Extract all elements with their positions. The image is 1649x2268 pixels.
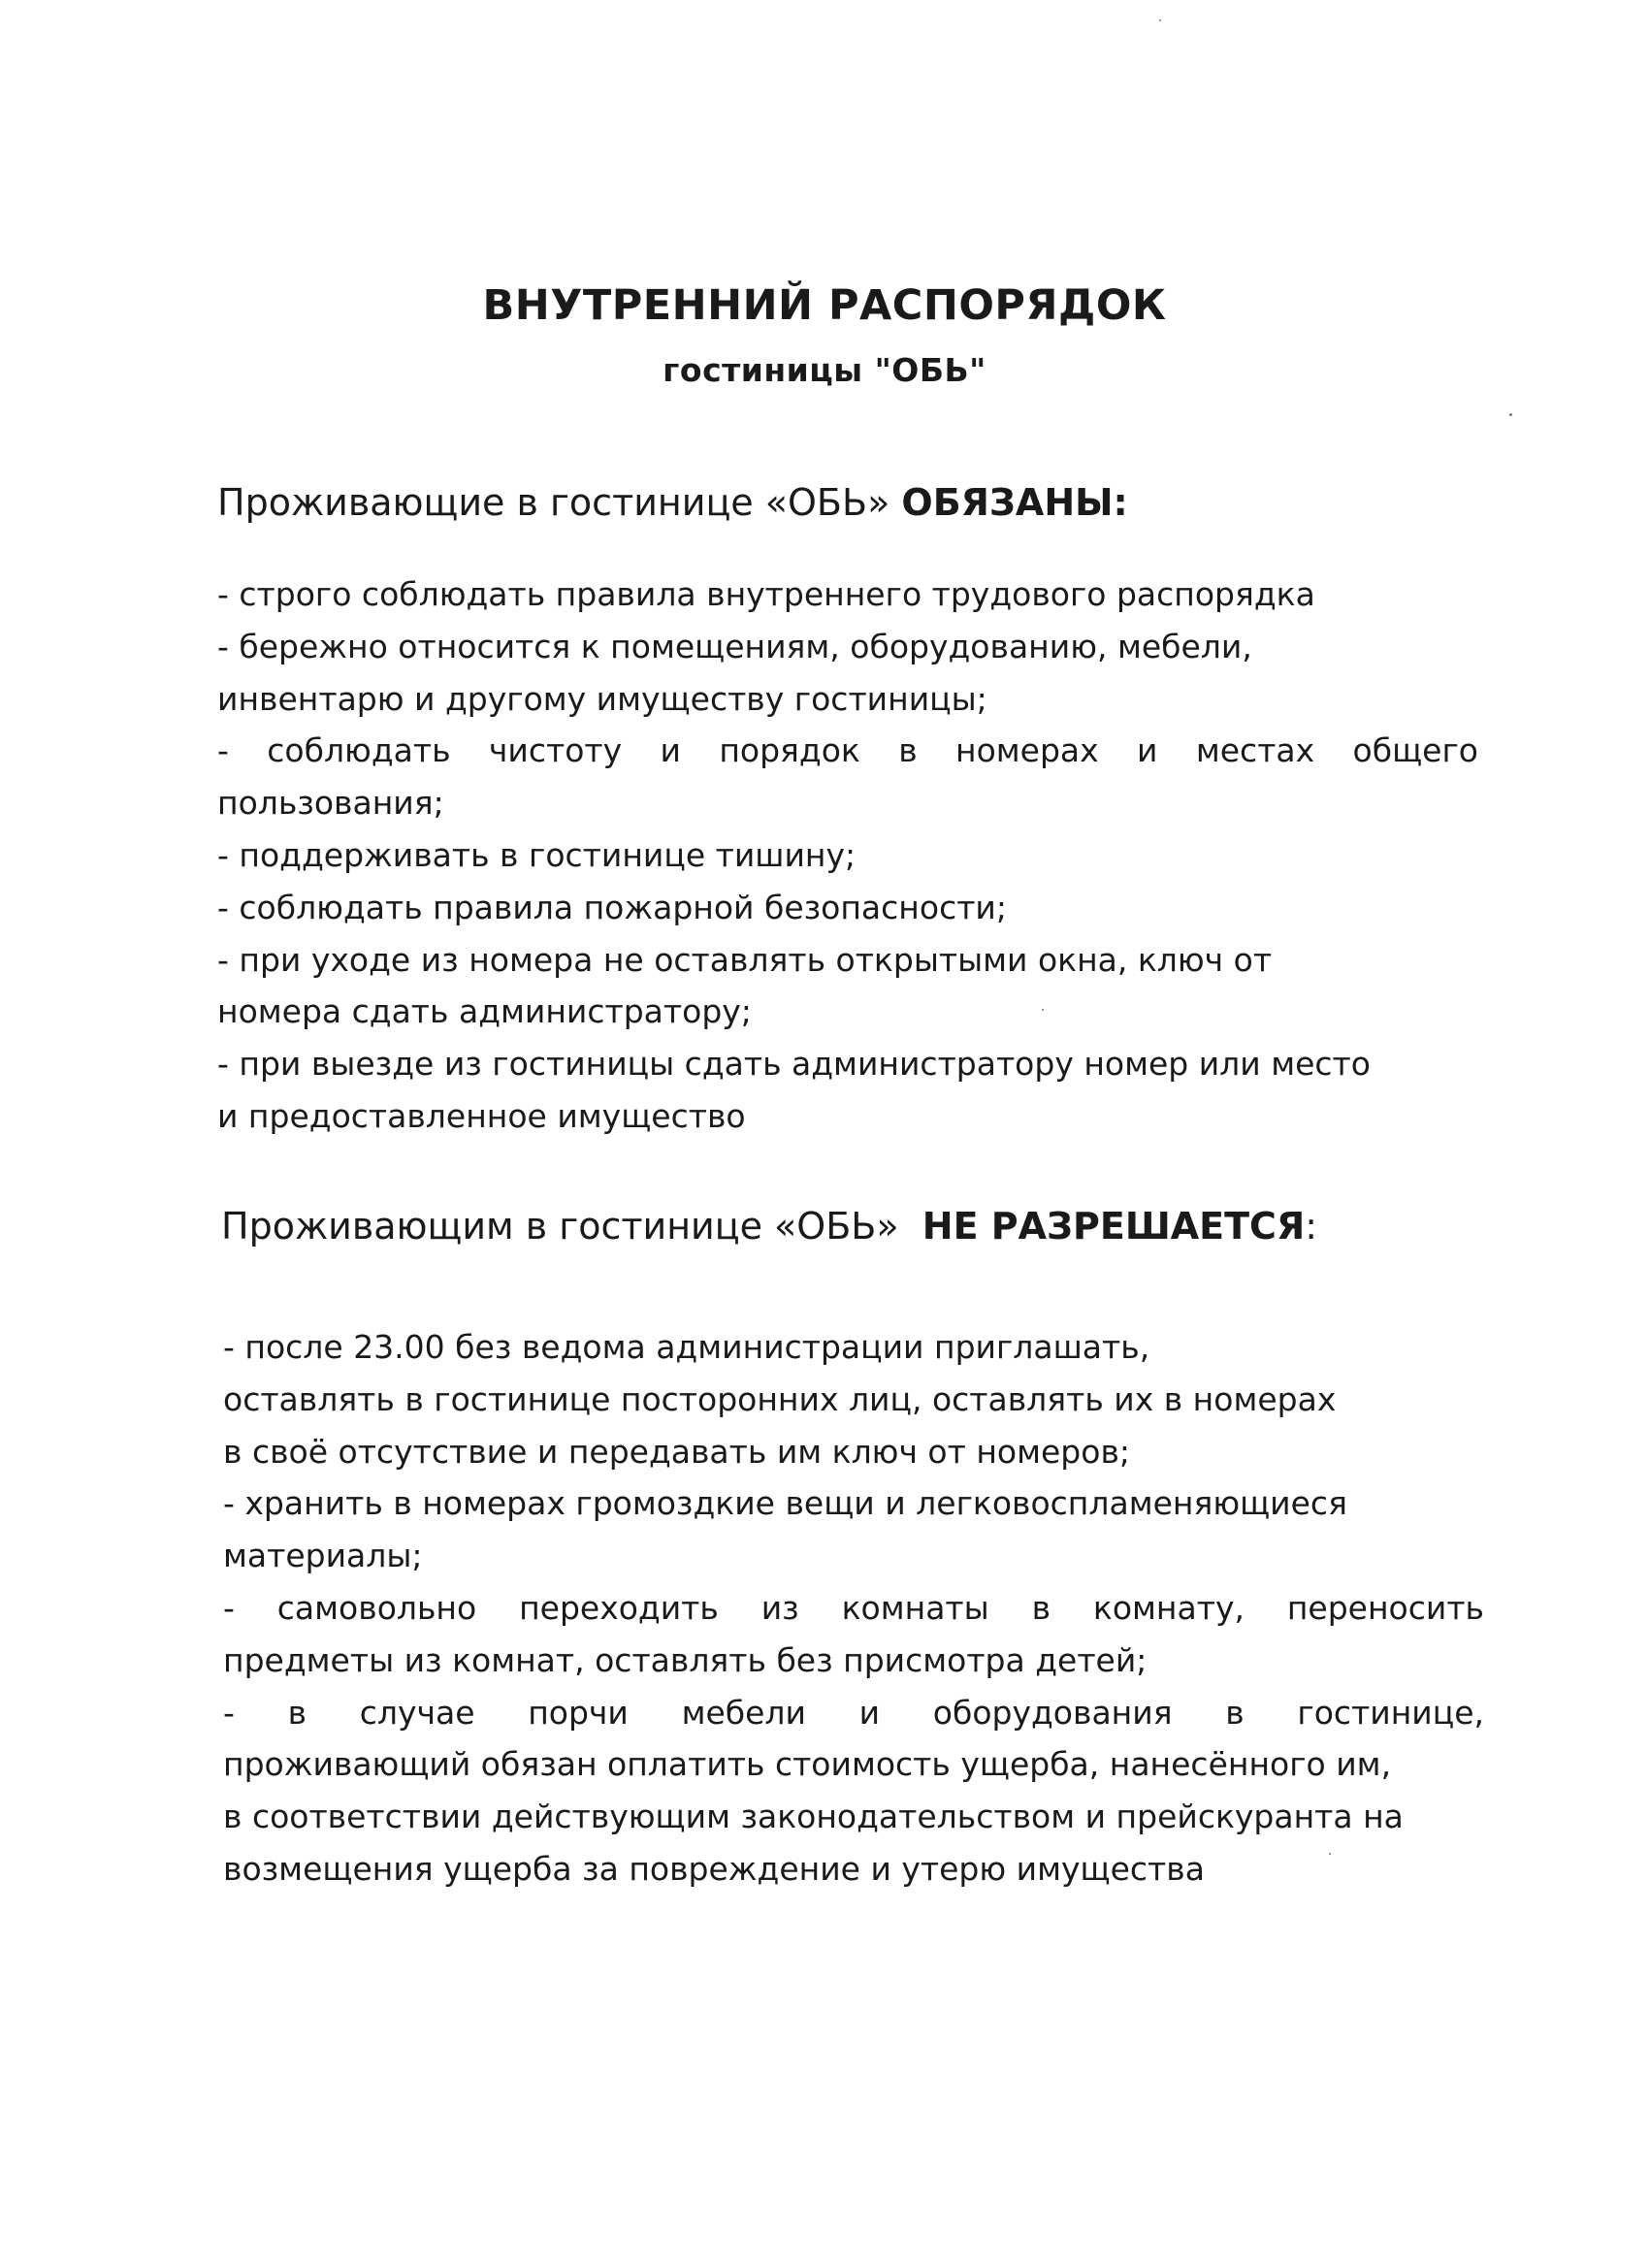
scan-speck	[1509, 413, 1512, 416]
prohibitions-heading	[221, 1205, 1317, 1247]
list-item: - самовольно переходить из комнаты в комнату, переносить	[223, 1588, 1484, 1627]
obligations-list	[217, 568, 1478, 1143]
list-item: - соблюдать чистоту и порядок в номерах и местах общего	[217, 731, 1478, 770]
list-item: - соблюдать правила пожарной безопасности;	[217, 888, 1007, 926]
list-item: и предоставленное имущество	[217, 1096, 746, 1135]
list-item: в соответствии действующим законодательством и прейскуранта на	[223, 1798, 1404, 1836]
scan-speck	[1159, 19, 1161, 21]
obligations-heading-prefix: Проживающие в гостинице «ОБЬ»	[217, 481, 902, 524]
list-item: пользования;	[217, 784, 444, 823]
scan-speck	[1329, 1853, 1331, 1855]
list-item: материалы;	[223, 1537, 423, 1575]
list-item: - бережно относится к помещениям, оборудованию, мебели,	[217, 627, 1252, 665]
list-item: инвентарю и другому имуществу гостиницы;	[217, 679, 987, 718]
list-item: в своё отсутствие и передавать им ключ от номеров;	[223, 1432, 1131, 1471]
list-item: - после 23.00 без ведома администрации приглашать,	[223, 1328, 1150, 1366]
document-title: ВНУТРЕННИЙ РАСПОРЯДОК	[482, 281, 1167, 330]
list-item: - хранить в номерах громоздкие вещи и легковоспламеняющиеся	[223, 1484, 1347, 1523]
list-item: проживающий обязан оплатить стоимость ущерба, нанесённого им,	[223, 1745, 1392, 1784]
list-item: предметы из комнат, оставлять без присмотра детей;	[223, 1640, 1148, 1679]
scan-speck	[1042, 1009, 1044, 1011]
list-item: - в случае порчи мебели и оборудования в гостинице,	[223, 1693, 1484, 1732]
prohibitions-heading-prefix: Проживающим в гостинице «ОБЬ»	[221, 1205, 922, 1247]
prohibitions-heading-suffix: :	[1305, 1205, 1318, 1247]
list-item: - строго соблюдать правила внутреннего трудового распорядка	[217, 575, 1315, 613]
list-item: - при уходе из номера не оставлять открытыми окна, ключ от	[217, 940, 1273, 979]
list-item: номера сдать администратору;	[217, 992, 752, 1031]
list-item: оставлять в гостинице посторонних лиц, оставлять их в номерах	[223, 1379, 1337, 1418]
list-item: - при выезде из гостиницы сдать администратору номер или место	[217, 1045, 1371, 1084]
obligations-heading-strong: ОБЯЗАНЫ:	[901, 481, 1128, 524]
list-item: - поддерживать в гостинице тишину;	[217, 835, 857, 874]
list-item: возмещения ущерба за повреждение и утерю имущества	[223, 1849, 1205, 1888]
prohibitions-heading-strong: НЕ РАЗРЕШАЕТСЯ	[922, 1205, 1306, 1247]
obligations-heading	[217, 481, 1128, 524]
document-subtitle: гостиницы "ОБЬ"	[663, 351, 986, 389]
prohibitions-list	[223, 1321, 1484, 1895]
